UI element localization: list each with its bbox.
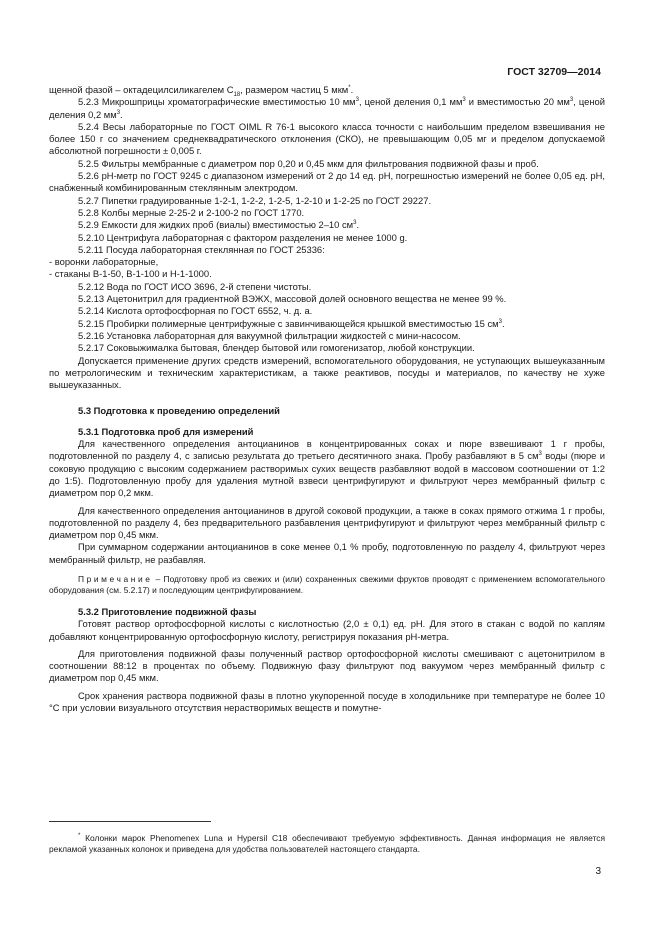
- paragraph-5-2-6: 5.2.6 рН-метр по ГОСТ 9245 с диапазоном измерений от 2 до 14 ед. рН, погрешностью измерений не более 0,05 ед. рН, снабженный комбинированным стеклянным электродом.: [49, 170, 605, 194]
- note: Примечание – Подготовку проб из свежих и (или) сохраненных свежими фруктов проводят с применением вспомогательного оборудования (см. 5.2.17) и последующим центрифугированием.: [49, 573, 605, 595]
- paragraph-continuation: щенной фазой – октадецилсиликагелем $С_{18}$, размером частиц 5 мкм*.: [49, 84, 354, 98]
- paragraph-5-3-2-c: Срок хранения раствора подвижной фазы в плотно укупоренной посуде в холодильнике при температуре не более 10 °С при условии визуального отсутствия нерастворимых веществ и помутне-: [49, 689, 605, 714]
- paragraph-5-2-14: 5.2.14 Кислота ортофосфорная по ГОСТ 6552, ч. д. а.: [78, 305, 313, 317]
- paragraph-5-2-5: 5.2.5 Фильтры мембранные с диаметром пор 0,20 и 0,45 мкм для фильтрования подвижной фазы и проб.: [78, 157, 539, 169]
- subsection-heading-5-3-1: 5.3.1 Подготовка проб для измерений: [78, 425, 254, 437]
- footnote-divider: [49, 821, 211, 822]
- paragraph-5-2-17: 5.2.17 Соковыжималка бытовая, блендер бытовой или гомогенизатор, любой конструкции.: [78, 342, 475, 354]
- paragraph-5-2-9: 5.2.9 Емкости для жидких проб (виалы) вместимостью 2–10 $см^3$.: [78, 219, 360, 231]
- paragraph-5-2-3: 5.2.3 Микрошприцы хроматографические вместимостью 10 $мм^3$, ценой деления 0,1 $мм^3$ и вместимостью 20 $мм^3$, ценой деления 0,2 $мм^3$.: [49, 96, 605, 120]
- footnote-mark: *: [78, 833, 81, 840]
- paragraph-5-2-7: 5.2.7 Пипетки градуированные 1-2-1, 1-2-2, 1-2-5, 1-2-10 и 1-2-25 по ГОСТ 29227.: [78, 194, 432, 206]
- paragraph-5-3-2-b: Для приготовления подвижной фазы полученный раствор ортофосфорной кислоты смешивают с ацетонитрилом в соотношении 88:12 в процентах по объему. Подвижную фазу фильтруют под вакуумом через мембранный фильтр с диаметром пор 0,45 мкм.: [49, 647, 605, 684]
- paragraph-5-2-4: 5.2.4 Весы лабораторные по ГОСТ OIML R 76-1 высокого класса точности с наибольшим пределом взвешивания не более 150 г со значением среднеквадратического отклонения (СКО), не превышающим 0,05 мг и пределом допускаемой абсолютной погрешности ± 0,005 г.: [49, 120, 605, 157]
- list-item: - воронки лабораторные,: [49, 256, 159, 268]
- paragraph-5-2-15: 5.2.15 Пробирки полимерные центрифужные с завинчивающейся крышкой вместимостью 15 $см^3$.: [78, 317, 505, 329]
- document-number: ГОСТ 32709—2014: [507, 66, 601, 78]
- paragraph-allowed-substitutes: Допускается применение других средств измерений, вспомогательного оборудования, не уступающих вышеуказанным по метрологическим и техническим характеристикам, а также реактивов, посуды и материалов, по качеству не хуже вышеуказанных.: [49, 354, 605, 391]
- paragraph-5-3-1-b: Для качественного определения антоцианинов в другой соковой продукции, а также в соках прямого отжима 1 г пробы, подготовленной по разделу 4, без предварительного разбавления центрифугируют и фильтруют через мембранный фильтр с диаметром пор 0,45 мкм.: [49, 504, 605, 541]
- footnote: * Колонки марок Phenomenex Luna и Hypersil C18 обеспечивают требуемую эффективность. Данная информация не является рекламой указанных колонок и приведена для удобства пользователей настоящего стандарта.: [49, 833, 605, 855]
- list-item: - стаканы В-1-50, В-1-100 и Н-1-1000.: [49, 268, 212, 280]
- paragraph-5-3-1-a: Для качественного определения антоцианинов в концентрированных соках и пюре взвешивают 1 г пробы, подготовленной по разделу 4, с записью результата до третьего десятичного знака. Пробу разбавляют в 5 $см^3$ воды (пюре и соковую продукцию с высоким содержанием растворимых сухих веществ разбавляют водой в массовом соотношении от 1:2 до 1:5). Подготовленную пробу для удаления мутной взвеси центрифугируют и фильтруют через мембранный фильтр с диаметром пор 0,2 мкм.: [49, 438, 605, 499]
- paragraph-5-3-2-a: Готовят раствор ортофосфорной кислоты с кислотностью (2,0 ± 0,1) ед. рН. Для этого в стакан с водой по каплям добавляют концентрированную ортофосфорную кислоту, регистрируя показания рН-метра.: [49, 618, 605, 642]
- subsection-heading-5-3-2: 5.3.2 Приготовление подвижной фазы: [78, 605, 257, 617]
- paragraph-5-2-11: 5.2.11 Посуда лабораторная стеклянная по ГОСТ 25336:: [78, 243, 325, 255]
- page-number: 3: [595, 866, 601, 877]
- section-heading-5-3: 5.3 Подготовка к проведению определений: [78, 405, 280, 417]
- paragraph-5-3-1-c: При суммарном содержании антоцианинов в соке менее 0,1 % пробу, подготовленную по разделу 4, фильтруют через мембранный фильтр, не разбавляя.: [49, 541, 605, 565]
- paragraph-5-2-16: 5.2.16 Установка лабораторная для вакуумной фильтрации жидкостей с мини-насосом.: [78, 329, 461, 341]
- paragraph-5-2-13: 5.2.13 Ацетонитрил для градиентной ВЭЖХ, массовой долей основного вещества не менее 99 %.: [78, 293, 507, 305]
- page-body: [49, 84, 605, 714]
- paragraph-5-2-12: 5.2.12 Вода по ГОСТ ИСО 3696, 2-й степени чистоты.: [78, 280, 312, 292]
- paragraph-5-2-8: 5.2.8 Колбы мерные 2-25-2 и 2-100-2 по ГОСТ 1770.: [78, 206, 305, 218]
- paragraph-5-2-10: 5.2.10 Центрифуга лабораторная с фактором разделения не менее 1000 g.: [78, 231, 408, 243]
- note-label: Примечание: [78, 573, 153, 584]
